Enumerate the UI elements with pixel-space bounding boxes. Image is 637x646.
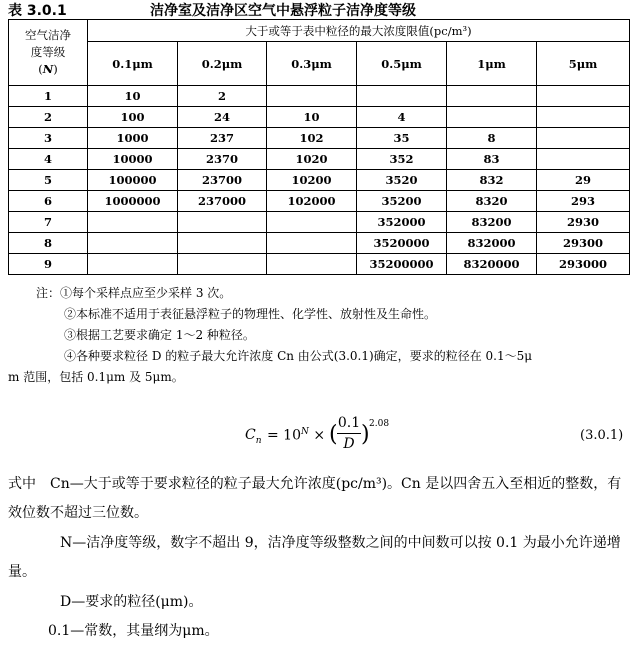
concentration-cell: 2	[178, 86, 267, 107]
concentration-cell: 35200000	[357, 254, 447, 275]
formula-fraction	[337, 414, 361, 454]
size-header: 0.3μm	[267, 42, 357, 86]
table-caption	[8, 0, 628, 18]
class-cell: 3	[9, 128, 88, 149]
concentration-cell: 352000	[357, 212, 447, 233]
formula-lhs: $C_n$	[245, 427, 262, 446]
concentration-cell: 24	[178, 107, 267, 128]
notes-label: 注：	[36, 286, 61, 300]
concentration-cell: 29300	[537, 233, 630, 254]
concentration-cell: 237	[178, 128, 267, 149]
concentration-cell: 2930	[537, 212, 630, 233]
concentration-cell: 23700	[178, 170, 267, 191]
class-cell: 6	[9, 191, 88, 212]
concentration-cell	[178, 233, 267, 254]
class-cell: 1	[9, 86, 88, 107]
para-cn-definition: 式中 Cn—大于或等于要求粒径的粒子最大允许浓度(pc/m³)。Cn 是以四舍五入至相近的整数，有效位数不超过三位数。	[8, 476, 622, 521]
concentration-cell: 102000	[267, 191, 357, 212]
class-column-header: 空气洁净 度等级 (N)	[9, 20, 88, 86]
concentration-cell: 832	[447, 170, 537, 191]
concentration-cell: 2370	[178, 149, 267, 170]
note-4-continued: m 范围，包括 0.1μm 及 5μm。	[8, 370, 184, 384]
class-cell: 4	[9, 149, 88, 170]
note-1: ①每个采样点应至少采样 3 次。	[60, 286, 232, 300]
concentration-cell: 1000	[88, 128, 178, 149]
concentration-cell	[447, 86, 537, 107]
size-header: 0.1μm	[88, 42, 178, 86]
table-row	[9, 212, 630, 233]
concentration-cell: 3520	[357, 170, 447, 191]
formula-3-0-1	[245, 414, 395, 464]
concentration-cell	[267, 254, 357, 275]
concentration-cell	[88, 212, 178, 233]
para-constant-definition: 0.1—常数，其量纲为μm。	[48, 623, 219, 639]
size-header: 0.5μm	[357, 42, 447, 86]
size-header: 5μm	[537, 42, 630, 86]
table-row	[9, 170, 630, 191]
table-title: 洁净室及洁净区空气中悬浮粒子洁净度等级	[150, 3, 416, 19]
concentration-cell	[267, 212, 357, 233]
table-row	[9, 149, 630, 170]
concentration-cell	[178, 212, 267, 233]
table-number: 表 3.0.1	[8, 3, 67, 19]
concentration-cell	[267, 86, 357, 107]
concentration-cell: 1020	[267, 149, 357, 170]
table-notes	[8, 283, 631, 388]
class-cell: 7	[9, 212, 88, 233]
concentration-cell: 83	[447, 149, 537, 170]
class-cell: 8	[9, 233, 88, 254]
table-row	[9, 191, 630, 212]
concentration-cell: 100	[88, 107, 178, 128]
formula-exponent: 2.08	[369, 419, 390, 429]
concentration-cell	[88, 254, 178, 275]
concentration-cell: 10200	[267, 170, 357, 191]
concentration-cell	[178, 254, 267, 275]
concentration-cell	[267, 233, 357, 254]
concentration-cell: 352	[357, 149, 447, 170]
concentration-cell	[447, 107, 537, 128]
para-d-definition: D—要求的粒径(μm)。	[60, 594, 203, 610]
concentration-cell	[537, 107, 630, 128]
concentration-cell	[537, 149, 630, 170]
concentration-cell: 29	[537, 170, 630, 191]
concentration-cell: 35	[357, 128, 447, 149]
concentration-cell: 102	[267, 128, 357, 149]
concentration-cell: 83200	[447, 212, 537, 233]
concentration-cell	[537, 128, 630, 149]
concentration-cell	[88, 233, 178, 254]
class-cell: 5	[9, 170, 88, 191]
concentration-cell: 832000	[447, 233, 537, 254]
concentration-cell: 10	[267, 107, 357, 128]
formula-paren-right: )	[361, 422, 370, 447]
formula-number: (3.0.1)	[580, 428, 624, 443]
concentration-cell: 8320	[447, 191, 537, 212]
class-cell: 9	[9, 254, 88, 275]
concentration-cell: 8	[447, 128, 537, 149]
formula-denominator: D	[343, 436, 355, 452]
concentration-cell: 35200	[357, 191, 447, 212]
note-4: ④各种要求粒径 D 的粒子最大允许浓度 Cn 由公式(3.0.1)确定，要求的粒径在 0.1～5μ	[64, 349, 533, 363]
para-n-definition: N—洁净度等级，数字不超出 9，洁净度等级整数之间的中间数可以按 0.1 为最小允许递增量。	[8, 535, 621, 580]
concentration-cell: 100000	[88, 170, 178, 191]
formula-paren-left: (	[329, 422, 338, 447]
concentration-cell: 4	[357, 107, 447, 128]
size-header: 0.2μm	[178, 42, 267, 86]
concentration-cell: 293000	[537, 254, 630, 275]
concentration-cell: 10	[88, 86, 178, 107]
table-row	[9, 86, 630, 107]
table-row	[9, 254, 630, 275]
formula-numerator: 0.1	[337, 414, 361, 434]
concentration-cell: 293	[537, 191, 630, 212]
concentration-cell: 8320000	[447, 254, 537, 275]
table-row	[9, 233, 630, 254]
size-header: 1μm	[447, 42, 537, 86]
concentration-cell: 1000000	[88, 191, 178, 212]
table-row	[9, 107, 630, 128]
concentration-cell	[537, 86, 630, 107]
class-cell: 2	[9, 107, 88, 128]
note-2: ②本标准不适用于表征悬浮粒子的物理性、化学性、放射性及生命性。	[64, 307, 437, 321]
note-3: ③根据工艺要求确定 1～2 种粒径。	[64, 328, 255, 342]
concentration-cell: 10000	[88, 149, 178, 170]
table-row	[9, 128, 630, 149]
concentration-cell: 237000	[178, 191, 267, 212]
concentration-cell: 3520000	[357, 233, 447, 254]
concentration-cell	[357, 86, 447, 107]
limit-header: 大于或等于表中粒径的最大浓度限值(pc/m³)	[88, 20, 630, 42]
formula-power: = $10^N$ ×	[267, 427, 326, 444]
cleanliness-class-table	[8, 19, 630, 275]
